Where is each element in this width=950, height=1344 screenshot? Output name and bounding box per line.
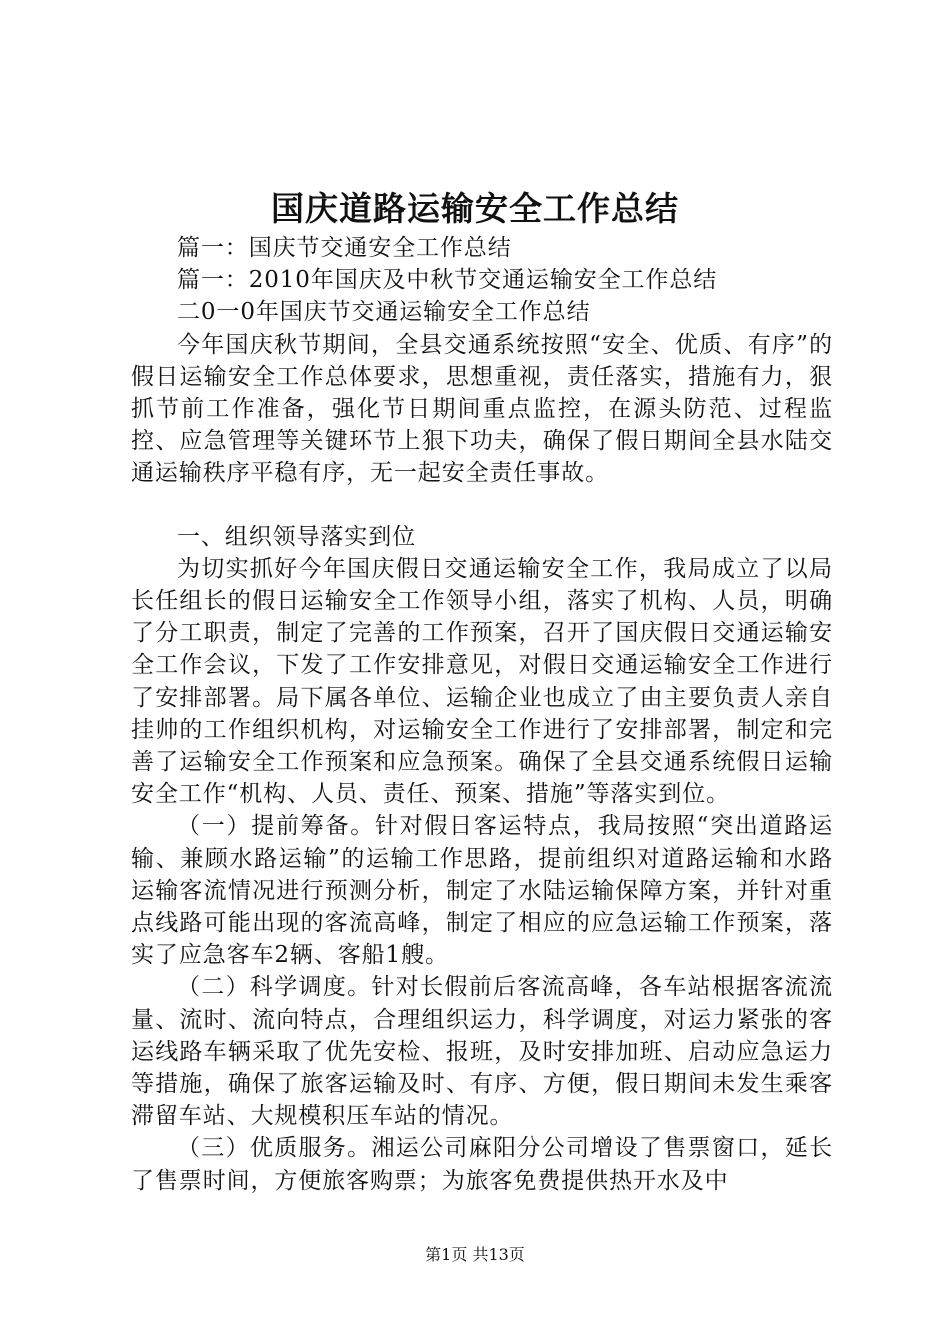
paragraph-section-1: 为切实抓好今年国庆假日交通运输安全工作，我局成立了以局长任组长的假日运输安全工作领导小组，落实了机构、人员，明确了分工职责，制定了完善的工作预案，召开了国庆假日交通运输安全工作会议，下发了工作安排意见，对假日交通运输安全工作进行了安排部署。局下属各单位、运输企业也成立了由主要负责人亲自挂帅的工作组织机构，对运输安全工作进行了安排部署，制定和完善了运输安全工作预案和应急预案。确保了全县交通系统假日运输安全工作“机构、人员、责任、预案、措施”等落实到位。 (131, 555, 833, 808)
document-body (131, 232, 833, 1197)
paragraph-item-2: （二）科学调度。针对长假前后客流高峰，各车站根据客流流量、流时、流向特点，合理组织运力，科学调度，对运力紧张的客运线路车辆采取了优先安检、报班，及时安排加班、启动应急运力等措施，确保了旅客运输及时、有序、方便，假日期间未发生乘客滞留车站、大规模积压车站的情况。 (131, 974, 833, 1130)
paragraph-intro: 今年国庆秋节期间，全县交通系统按照“安全、优质、有序”的假日运输安全工作总体要求，思想重视，责任落实，措施有力，狠抓节前工作准备，强化节日期间重点监控，在源头防范、过程监控、应急管理等关键环节上狠下功夫，确保了假日期间全县水陆交通运输秩序平稳有序，无一起安全责任事故。 (131, 331, 833, 487)
paragraph-item-1: （一）提前筹备。针对假日客运特点，我局按照“突出道路运输、兼顾水路运输”的运输工作思路，提前组织对道路运输和水路运输客流情况进行预测分析，制定了水陆运输保障方案，并针对重点线路可能出现的客流高峰，制定了相应的应急运输工作预案，落实了应急客车2辆、客船1艘。 (131, 813, 833, 969)
paragraph-subtitle-3: 二0一0年国庆节交通运输安全工作总结 (177, 299, 591, 326)
page-footer: 第1页 共13页 (425, 1245, 525, 1264)
paragraph-subtitle-2: 篇一：2010年国庆及中秋节交通运输安全工作总结 (177, 267, 718, 294)
paragraph-item-3: （三）优质服务。湘运公司麻阳分公司增设了售票窗口，延长了售票时间，方便旅客购票；为旅客免费提供热开水及中 (131, 1135, 833, 1194)
paragraph-subtitle-1: 篇一：国庆节交通安全工作总结 (177, 235, 512, 261)
document-title: 国庆道路运输安全工作总结 (271, 189, 679, 228)
section-heading-1: 一、组织领导落实到位 (177, 523, 416, 550)
